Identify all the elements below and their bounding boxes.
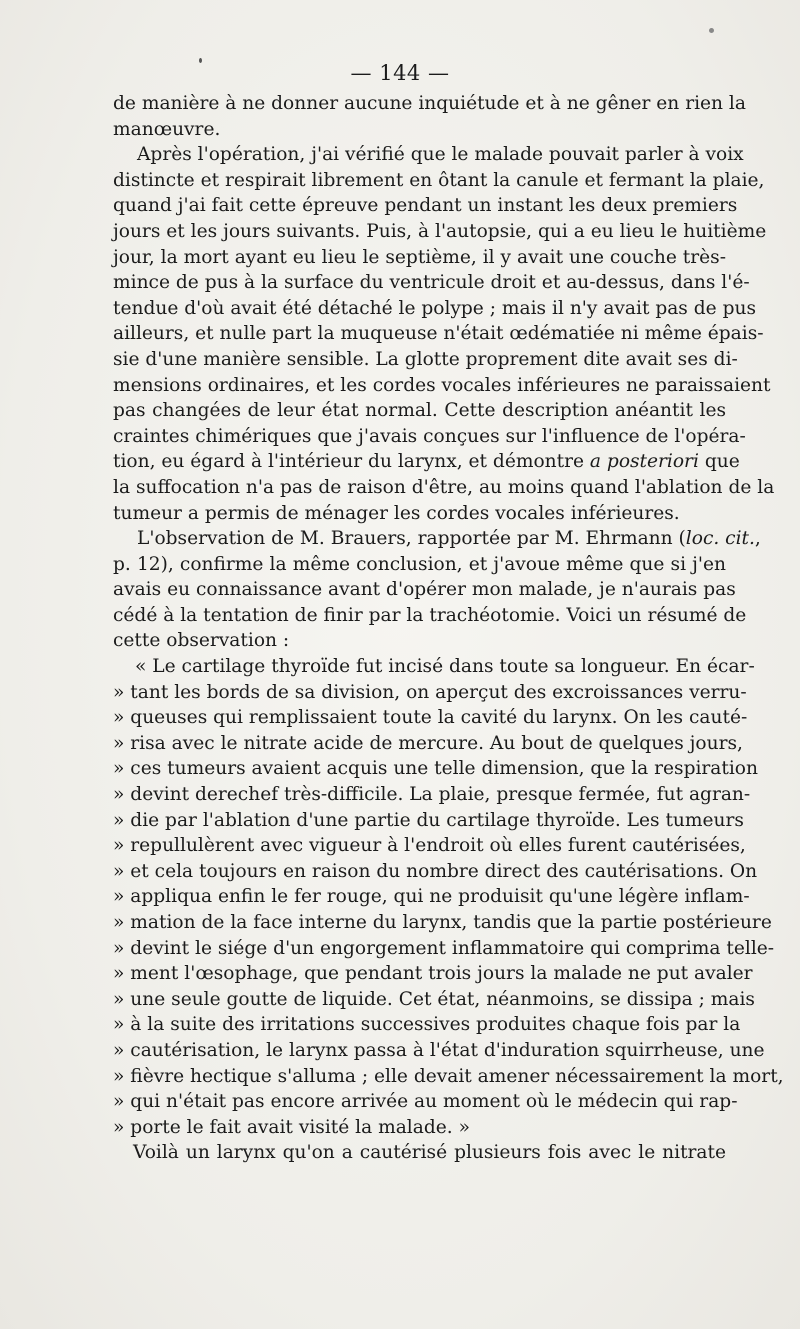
text-line: » die par l'ablation d'une partie du cartilage thyroïde. Les tumeurs [113,809,744,831]
text-line: » ment l'œsophage, que pendant trois jours la malade ne put avaler [113,963,753,985]
text-line: tendue d'où avait été détaché le polype ; mais il n'y avait pas de pus [113,297,757,319]
text-line: sie d'une manière sensible. La glotte proprement dite avait ses di- [113,348,738,370]
italic-term: a posteriori [589,451,699,473]
italic-term: loc. cit. [685,528,755,550]
text-line: mince de pus à la surface du ventricule droit et au-dessus, dans l'é- [113,272,750,294]
text-line: » ces tumeurs avaient acquis une telle dimension, que la respiration [113,758,758,780]
text-line [113,526,761,552]
text-line: » fièvre hectique s'alluma ; elle devait amener nécessairement la mort, [113,1065,784,1087]
text-line: tumeur a permis de ménager les cordes vocales inférieures. [113,502,680,524]
text-line: distincte et respirait librement en ôtant la canule et fermant la plaie, [113,169,765,191]
text-line: craintes chimériques que j'avais conçues sur l'influence de l'opéra- [113,425,746,447]
text-line: avais eu connaissance avant d'opérer mon malade, je n'aurais pas [113,579,736,601]
text-line: p. 12), confirme la même conclusion, et j'avoue même que si j'en [113,553,726,575]
text-line: cédé à la tentation de finir par la trachéotomie. Voici un résumé de [113,604,747,626]
text-segment: L'observation de M. Brauers, rapportée par M. Ehrmann ( [137,528,686,550]
text-line: » à la suite des irritations successives produites chaque fois par la [113,1014,741,1036]
text-line: » porte le fait avait visité la malade. » [113,1116,470,1138]
text-line: » cautérisation, le larynx passa à l'état d'induration squirrheuse, une [113,1039,765,1061]
text-line: » une seule goutte de liquide. Cet état, néanmoins, se dissipa ; mais [113,988,755,1010]
text-line: » appliqua enfin le fer rouge, qui ne produisit qu'une légère inflam- [113,886,750,908]
text-line: » risa avec le nitrate acide de mercure. Au bout de quelques jours, [113,732,743,754]
text-line: Après l'opération, j'ai vérifié que le malade pouvait parler à voix [137,144,744,166]
text-segment: que [698,451,740,473]
text-line: cette observation : [113,630,290,652]
text-line: manœuvre. [113,118,221,140]
text-line: » repullulèrent avec vigueur à l'endroit où elles furent cautérisées, [113,835,746,857]
text-line: » tant les bords de sa division, on aperçut des excroissances verru- [113,681,747,703]
text-line: » devint le siége d'un engorgement inflammatoire qui comprima telle- [113,937,775,959]
body-text [113,91,784,1166]
text-line: » queuses qui remplissaient toute la cavité du larynx. On les cauté- [113,707,748,729]
text-line: de manière à ne donner aucune inquiétude et à ne gêner en rien la [113,93,746,114]
text-line: mensions ordinaires, et les cordes vocales inférieures ne paraissaient [113,374,771,396]
text-line: » mation de la face interne du larynx, tandis que la partie postérieure [113,912,772,933]
text-line: « Le cartilage thyroïde fut incisé dans toute sa longueur. En écar- [135,656,755,678]
text-line: pas changées de leur état normal. Cette description anéantit les [113,400,726,422]
ink-speck [709,28,714,33]
text-line: jour, la mort ayant eu lieu le septième, il y avait une couche très- [113,246,726,268]
text-line [113,449,740,475]
text-line: » et cela toujours en raison du nombre direct des cautérisations. On [113,860,758,882]
text-line: » devint derechef très-difficile. La plaie, presque fermée, fut agran- [113,784,751,806]
text-segment: tion, eu égard à l'intérieur du larynx, et démontre [113,451,590,473]
page-number: — 144 — [350,61,450,85]
text-line: quand j'ai fait cette épreuve pendant un instant les deux premiers [113,195,738,217]
text-line: la suffocation n'a pas de raison d'être, au moins quand l'ablation de la [113,476,775,498]
text-line: ailleurs, et nulle part la muqueuse n'était œdématiée ni même épais- [113,323,764,345]
text-line: jours et les jours suivants. Puis, à l'autopsie, qui a eu lieu le huitième [113,220,767,242]
text-line: Voilà un larynx qu'on a cautérisé plusieurs fois avec le nitrate [133,1142,726,1164]
text-segment: , [754,528,761,550]
ink-speck [199,58,202,63]
text-line: » qui n'était pas encore arrivée au moment où le médecin qui rap- [113,1091,738,1113]
